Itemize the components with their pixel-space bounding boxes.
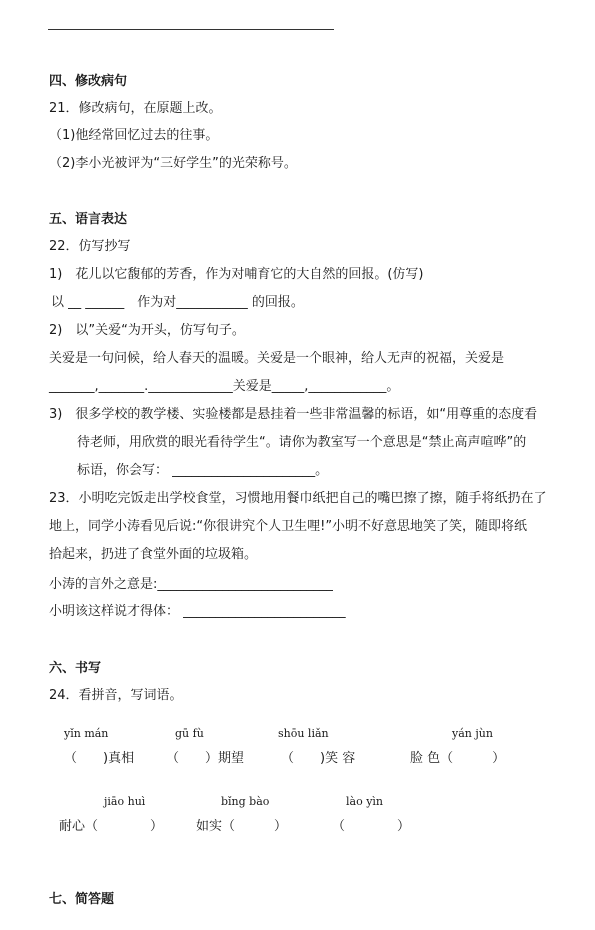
q22-item-1: 1) 花儿以它馥郁的芳香，作为对哺育它的大自然的回报。(仿写): [49, 267, 424, 282]
q24-prompt: 24．看拼音，写词语。: [49, 688, 183, 703]
section7-heading: 七、简答题: [49, 892, 115, 907]
pinyin-label: yǐn mán: [64, 727, 109, 740]
section5-heading: 五、语言表达: [49, 212, 128, 227]
section4-heading: 四、修改病句: [49, 74, 128, 89]
pinyin-label: yán jùn: [452, 727, 493, 740]
word-blank: （ )真相: [64, 751, 135, 766]
pinyin-label: lào yìn: [346, 795, 384, 808]
q23-line-1: 23．小明吃完饭走出学校食堂，习惯地用餐巾纸把自己的嘴巴擦了擦，随手将纸扔在了: [49, 491, 547, 506]
q22-item-2-line-2: _______,_______._____________关爱是_____,____________。: [49, 379, 400, 394]
q23-line-3: 拾起来，扔进了食堂外面的垃圾箱。: [49, 547, 258, 562]
q21-sentence-1: （1)他经常回忆过去的往事。: [49, 128, 219, 143]
pinyin-label: shōu liǎn: [278, 727, 329, 740]
pinyin-label: bǐng bào: [221, 795, 270, 808]
q21-sentence-2: （2)李小光被评为“三好学生”的光荣称号。: [49, 156, 297, 171]
pinyin-label: jiāo huì: [104, 795, 146, 808]
word-blank: 脸 色（ ）: [410, 751, 506, 766]
q22-item-3-line-1: 3) 很多学校的教学楼、实验楼都是悬挂着一些非常温馨的标语，如“用尊重的态度看: [49, 407, 538, 422]
section6-heading: 六、书写: [49, 661, 102, 676]
word-blank: （ ）期望: [166, 751, 245, 766]
q22-item-2-line-1: 关爱是一句问候，给人春天的温暖。关爱是一个眼神，给人无声的祝福，关爱是: [49, 351, 505, 366]
word-blank: 如实（ ）: [196, 819, 288, 834]
word-blank: 耐心（ ）: [59, 819, 164, 834]
word-blank: （ ）: [332, 819, 411, 834]
q22-prompt: 22．仿写抄写: [49, 239, 131, 254]
top-answer-line: [48, 29, 334, 30]
q22-item-2: 2) 以”关爱“为开头，仿写句子。: [49, 323, 245, 338]
q22-item-3-line-2: 待老师，用欣赏的眼光看待学生“。请你为教室写一个意思是“禁止高声喧哗”的: [77, 435, 527, 450]
q22-item-3-line-3: 标语，你会写： ______________________。: [77, 463, 329, 478]
q22-item-1-fill: 以 __ ______ 作为对___________ 的回报。: [51, 295, 304, 310]
q23-answer-2: 小明该这样说才得体： _________________________: [49, 604, 346, 619]
q23-answer-1: 小涛的言外之意是:___________________________: [49, 577, 333, 592]
q23-line-2: 地上，同学小涛看见后说:“你很讲究个人卫生哩!”小明不好意思地笑了笑，随即将纸: [49, 519, 528, 534]
pinyin-label: gū fù: [175, 727, 204, 740]
q21-prompt: 21．修改病句，在原题上改。: [49, 101, 222, 116]
word-blank: （ )笑 容: [281, 751, 356, 766]
